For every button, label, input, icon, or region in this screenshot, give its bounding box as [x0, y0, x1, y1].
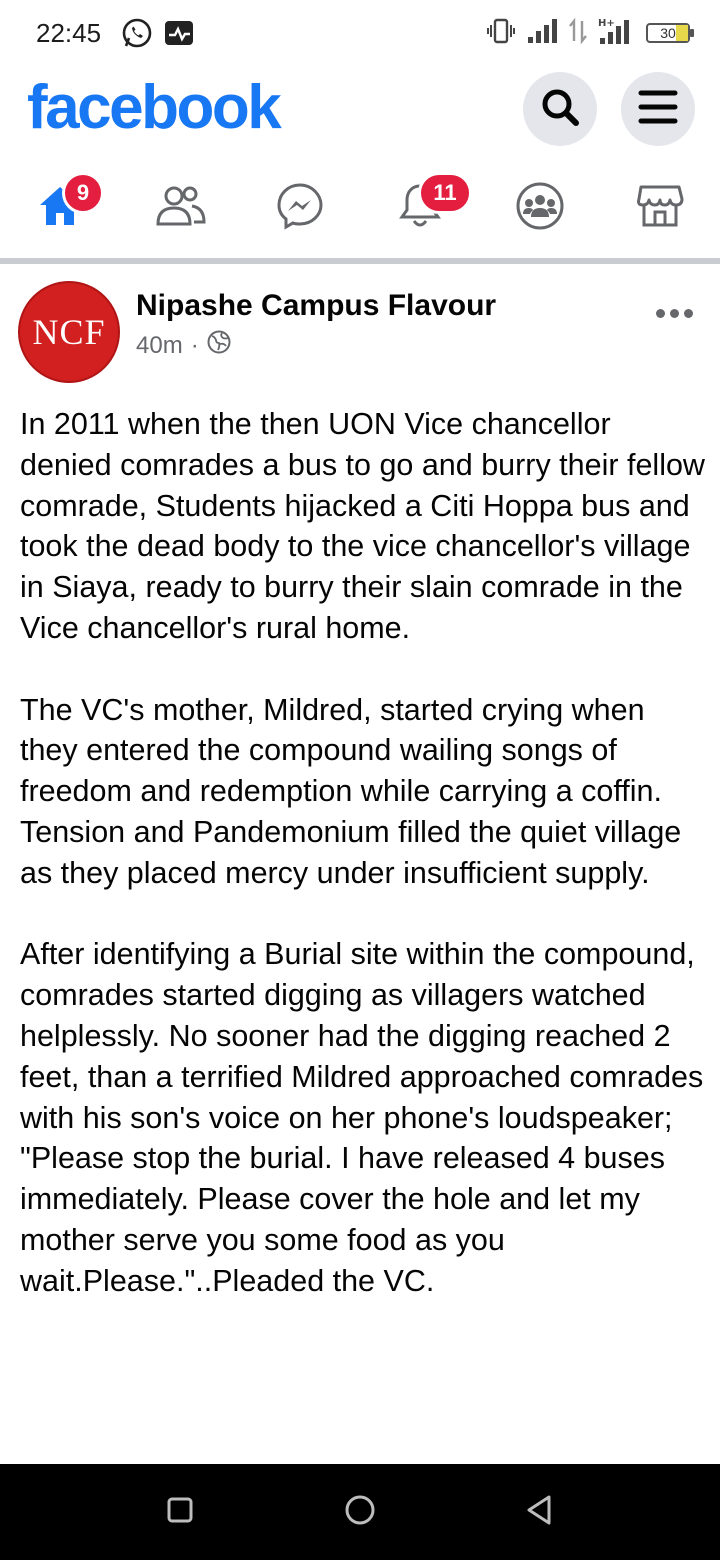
post-paragraph: After identifying a Burial site within the compound, comrades started digging as villagers watched helplessly. No sooner had the digging reached 2 feet, than a terrified Mildred approached comrades with his son's voice on her phone's loudspeaker; "Please stop the burial. I have released 4 buses immediately. Please cover the hole and let my mother serve you some food as you wait.Please."..Pleaded the VC.: [20, 937, 704, 1298]
back-button[interactable]: [518, 1490, 562, 1534]
status-bar: [0, 0, 720, 68]
menu-button[interactable]: [621, 72, 695, 146]
more-dot: [656, 309, 665, 318]
data-arrows-icon: [568, 17, 588, 50]
more-options-button[interactable]: [656, 309, 693, 318]
facebook-logo[interactable]: facebook: [27, 73, 280, 142]
battery-level: 30: [660, 25, 676, 41]
more-dot: [670, 309, 679, 318]
groups-icon: [515, 181, 565, 236]
post-paragraph: In 2011 when the then UON Vice chancellor denied comrades a bus to go and burry their fellow comrade, Students hijacked a Citi Hoppa bus and took the dead body to the vice chancellor's village in Siaya, ready to burry their slain comrade in the Vice chancellor's rural home.: [20, 407, 705, 645]
meta-separator: ·: [190, 331, 199, 359]
avatar-text: NCF: [32, 312, 106, 352]
system-tray: [486, 16, 690, 50]
search-icon: [539, 86, 581, 133]
tab-home[interactable]: [0, 166, 120, 250]
marketplace-icon: [636, 183, 684, 234]
nav-tabs: [0, 166, 720, 250]
post-body: [20, 404, 710, 1342]
svg-text:H+: H+: [598, 17, 615, 29]
whatsapp-icon: [120, 16, 154, 55]
search-button[interactable]: [523, 72, 597, 146]
notifications-badge: 11: [418, 172, 472, 214]
signal-icon: [526, 17, 558, 50]
tab-notifications[interactable]: [360, 166, 480, 250]
post-author[interactable]: Nipashe Campus Flavour: [136, 289, 497, 322]
tab-groups[interactable]: [480, 166, 600, 250]
recents-icon: [167, 1497, 193, 1528]
home-system-button[interactable]: [338, 1490, 382, 1534]
post-time[interactable]: 40m: [136, 331, 183, 359]
hplus-signal-icon: [598, 16, 636, 51]
recents-button[interactable]: [158, 1490, 202, 1534]
tab-messenger[interactable]: [240, 166, 360, 250]
home-circle-icon: [344, 1494, 376, 1531]
home-badge: 9: [62, 172, 104, 214]
avatar[interactable]: [18, 281, 120, 383]
post-meta: [136, 330, 231, 361]
vibrate-icon: [486, 17, 516, 50]
post-paragraph: The VC's mother, Mildred, started crying when they entered the compound wailing songs of freedom and redemption while carrying a coffin. Tension and Pandemonium filled the quiet village as they placed mercy under insufficient supply.: [20, 692, 682, 890]
more-dot: [684, 309, 693, 318]
back-icon: [525, 1494, 555, 1531]
messenger-icon: [276, 182, 324, 235]
menu-icon: [638, 89, 678, 130]
activity-icon: [162, 16, 196, 55]
tab-marketplace[interactable]: [600, 166, 720, 250]
tab-friends[interactable]: [120, 166, 240, 250]
globe-icon: [207, 330, 231, 361]
battery-icon: [646, 23, 690, 43]
friends-icon: [154, 184, 206, 233]
status-time: 22:45: [36, 18, 102, 48]
system-nav-bar: [0, 1464, 720, 1560]
header-divider: [0, 258, 720, 264]
